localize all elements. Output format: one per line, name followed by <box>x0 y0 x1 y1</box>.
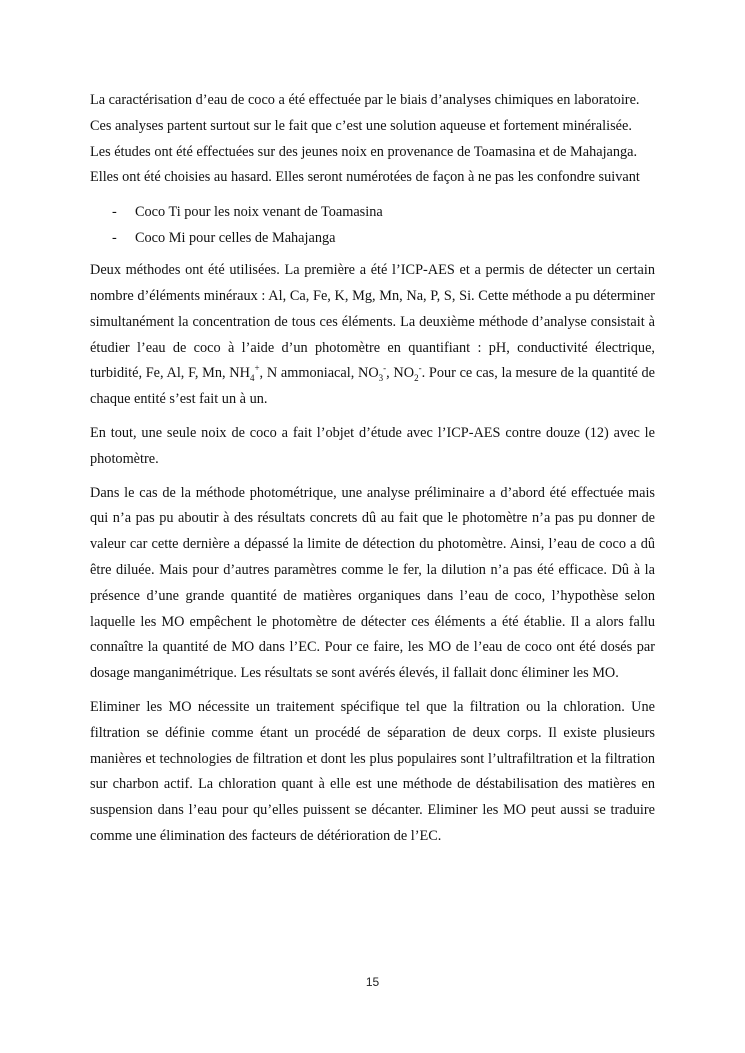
list-item-text: Coco Mi pour celles de Mahajanga <box>135 230 336 247</box>
list-item-text: Coco Ti pour les noix venant de Toamasina <box>135 204 383 221</box>
list-item <box>90 199 655 225</box>
nh4-superscript: + <box>254 363 260 374</box>
methods-text-part1: Deux méthodes ont été utilisées. La première a été l’ICP-AES et a permis de détecter un certain nombre d’éléments minéraux : Al, Ca, Fe, K, Mg, Mn, Na, P, S, Si. Cette méthode a pu déterminer simultanément la concentration de tous ces éléments. La deuxième méthode d’analyse consistait à étudier l’eau de coco à l’aide d’un photomètre en quantifiant : pH, conductivité électrique, turbidité, Fe, Al, F, Mn, NH <box>90 262 655 382</box>
paragraph-characterization: La caractérisation d’eau de coco a été effectuée par le biais d’analyses chimiques en laboratoire. Ces analyses partent surtout sur le fait que c’est une solution aqueuse et fortement minéralisée. Les études ont été effectuées sur des jeunes noix en provenance de Toamasina et de Mahajanga. Elles ont été choisies au hasard. Elles seront numérotées de façon à ne pas les confondre suivant <box>90 92 640 186</box>
no2-superscript: - <box>418 363 422 374</box>
paragraph-sample-count: En tout, une seule noix de coco a fait l’objet d’étude avec l’ICP-AES contre douze (12) avec le photomètre. <box>90 424 655 467</box>
list-dash: - <box>112 204 117 221</box>
paragraph-photometric-method: Dans le cas de la méthode photométrique, une analyse préliminaire a d’abord été effectuée mais qui n’a pas pu aboutir à des résultats concrets dû au fait que le photomètre n’a pas pu donner de valeur car cette dernière a dépassé la limite de détection du photomètre. Ainsi, l’eau de coco a dû être diluée. Mais pour d’autres paramètres comme le fer, la dilution n’a pas été efficace. Dû à la présence d’une grande quantité de matières organiques dans l’eau de coco, l’hypothèse selon laquelle les MO empêchent le photomètre de détecter ces éléments a été établie. Il a alors fallu connaître la quantité de MO dans l’EC. Pour ce faire, les MO de l’eau de coco ont été dosés par dosage manganimétrique. Les résultats se sont avérés élevés, il fallait donc éliminer les MO. <box>90 484 655 682</box>
document-body <box>90 88 655 858</box>
no2-subscript: 2 <box>414 373 419 384</box>
no3-subscript: 3 <box>378 373 384 384</box>
methods-text-part4: . Pour ce cas, la mesure de la quantité de chaque entité s’est fait un à un. <box>90 365 655 408</box>
list-dash: - <box>112 230 117 247</box>
methods-text-part3: , NO <box>386 365 415 382</box>
nh4-subscript: 4 <box>249 373 255 384</box>
no3-superscript: - <box>383 363 387 374</box>
list-item <box>90 225 655 251</box>
methods-text-part2: , N ammoniacal, NO <box>259 365 379 382</box>
paragraph-mo-elimination: Eliminer les MO nécessite un traitement spécifique tel que la filtration ou la chloration. Une filtration se définie comme étant un procédé de séparation de deux corps. Il existe plusieurs manières et technologies de filtration et dont les plus populaires sont l’ultrafiltration et la filtration sur charbon actif. La chloration quant à elle est une méthode de déstabilisation des matières en suspension dans l’eau pour qu’elles puissent se décanter. Eliminer les MO peut aussi se traduire comme une élimination des facteurs de détérioration de l’EC. <box>90 698 655 844</box>
sample-list <box>90 199 655 251</box>
paragraph-methods <box>90 258 655 413</box>
page-number: 15 <box>365 975 380 989</box>
